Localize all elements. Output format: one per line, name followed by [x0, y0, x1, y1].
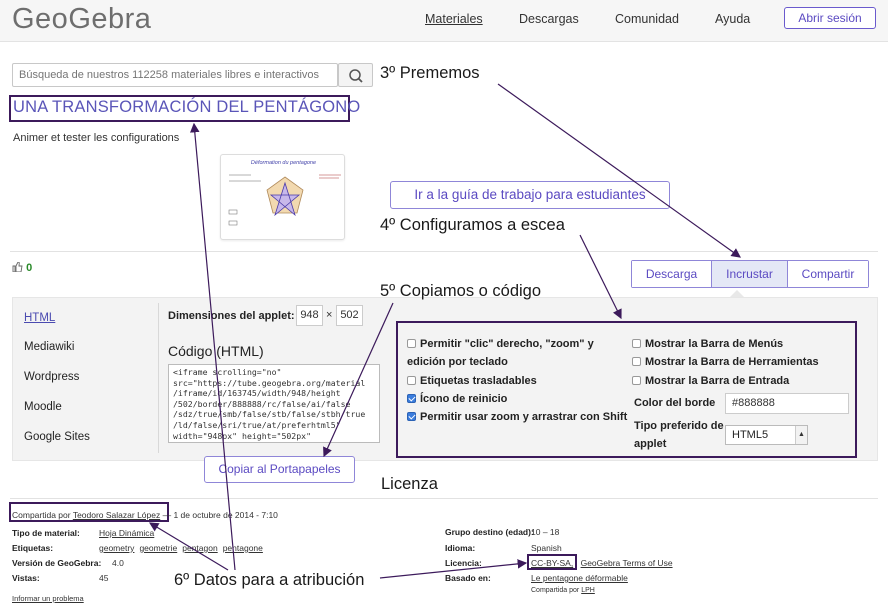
geogebra-logo[interactable] [12, 3, 151, 36]
option-right-click-line2: edición por teclado [407, 356, 508, 368]
report-problem-link[interactable]: Informar un problema [12, 594, 84, 603]
version-value: 4.0 [112, 558, 124, 568]
license-label: Licencia: [445, 558, 482, 568]
annotation-step5: 5º Copiamos o código [380, 282, 542, 300]
section-divider [10, 251, 878, 252]
option-reset-icon[interactable]: Ícono de reinicio [407, 390, 507, 408]
page-title: UNA TRANSFORMACIÓN DEL PENTÁGONO [13, 98, 361, 116]
tab-descarga[interactable]: Descarga [632, 261, 712, 287]
language-value: Spanish [531, 543, 562, 553]
annotation-license: Licenza [381, 475, 438, 493]
panel-separator [158, 303, 159, 453]
license-link[interactable]: CC-BY-SA, [531, 558, 574, 568]
type-value: Hoja Dinámica [99, 528, 155, 538]
annotation-step6: 6º Datos para a atribución [174, 571, 365, 589]
thumbs-up-icon [12, 262, 23, 272]
times-sign: × [326, 309, 333, 321]
applet-type-label: Tipo preferido de [634, 420, 724, 432]
format-mediawiki[interactable]: Mediawiki [24, 341, 75, 353]
shared-by-line: Compartida por Teodoro Salazar López — 1 de octubre de 2014 - 7:10 [12, 510, 278, 520]
like-count: 0 [26, 262, 33, 274]
tag-link[interactable]: pentagon [182, 543, 218, 553]
tag-link[interactable]: geometrie [139, 543, 178, 553]
tab-caret [730, 290, 744, 297]
thumbnail-title: Déformation du pentagone [250, 160, 317, 166]
nav-ayuda[interactable]: Ayuda [715, 12, 751, 26]
based-on-author: Compartida por LPH [531, 587, 595, 594]
option-menubar[interactable]: Mostrar la Barra de Menús [632, 335, 783, 353]
checkbox-zoom-drag[interactable] [407, 412, 416, 421]
checkbox-reset-icon[interactable] [407, 394, 416, 403]
search-icon [339, 64, 374, 88]
type-label: Tipo de material: [12, 528, 80, 538]
height-input[interactable]: 502 [336, 305, 363, 326]
format-google-sites[interactable]: Google Sites [24, 431, 90, 443]
based-on-link[interactable]: Le pentagone déformable [531, 573, 628, 583]
code-label: Código (HTML) [168, 343, 264, 359]
embed-code-textarea[interactable]: <iframe scrolling="no" src="https://tube.geogebra.org/material /iframe/id/163745/width/948/height /502/border/888888/rc/false/ai/false /sdz/true/smb/false/stb/false/stbh/true /ld/false/sri/true/at/preferhtml5" width="948px" height="502px" [168, 364, 380, 443]
terms-link[interactable]: GeoGebra Terms of Use [580, 558, 673, 568]
nav-comunidad[interactable]: Comunidad [615, 12, 679, 26]
language-label: Idioma: [445, 543, 476, 553]
annotation-step3: 3º Prememos [380, 64, 480, 82]
audience-value: 10 – 18 [531, 527, 560, 537]
option-toolbar[interactable]: Mostrar la Barra de Herramientas [632, 353, 819, 371]
tag-link[interactable]: pentagone [222, 543, 263, 553]
student-guide-button[interactable]: Ir a la guía de trabajo para estudiantes [390, 181, 670, 209]
based-on-label: Basado en: [445, 573, 491, 583]
border-color-input[interactable]: #888888 [725, 393, 849, 414]
option-zoom-drag[interactable]: Permitir usar zoom y arrastrar con Shift [407, 408, 627, 426]
option-drag-labels[interactable]: Etiquetas trasladables [407, 372, 537, 390]
nav-materiales[interactable]: Materiales [425, 12, 483, 26]
annotation-step4: 4º Configuramos a escea [380, 216, 565, 234]
format-moodle[interactable]: Moodle [24, 401, 62, 413]
tag-link[interactable]: geometry [99, 543, 135, 553]
applet-type-label-2: applet [634, 438, 667, 450]
logo-text: GeoGebra [12, 3, 152, 35]
option-right-click[interactable]: Permitir "clic" derecho, "zoom" y [407, 335, 594, 353]
dimensions-label: Dimensiones del applet: [168, 310, 295, 322]
search-button[interactable] [338, 63, 373, 87]
width-input[interactable]: 948 [296, 305, 323, 326]
tags-list [99, 543, 268, 553]
material-description: Animer et tester les configurations [13, 132, 180, 144]
option-inputbar[interactable]: Mostrar la Barra de Entrada [632, 372, 789, 390]
top-navigation-bar [0, 0, 888, 42]
copy-to-clipboard-button[interactable]: Copiar al Portapapeles [204, 456, 355, 483]
applet-thumbnail[interactable] [220, 154, 345, 240]
meta-divider [10, 498, 878, 499]
checkbox-right-click[interactable] [407, 339, 416, 348]
checkbox-toolbar[interactable] [632, 357, 641, 366]
checkbox-menubar[interactable] [632, 339, 641, 348]
nav-descargas[interactable]: Descargas [519, 12, 579, 26]
checkbox-inputbar[interactable] [632, 376, 641, 385]
format-wordpress[interactable]: Wordpress [24, 371, 80, 383]
views-label: Vistas: [12, 573, 40, 583]
based-on-value [531, 573, 633, 583]
applet-type-select[interactable] [725, 425, 808, 445]
views-value: 45 [99, 573, 109, 583]
tab-incrustar[interactable]: Incrustar [712, 261, 788, 287]
author-link[interactable]: Teodoro Salazar López [72, 510, 161, 520]
border-color-label: Color del borde [634, 397, 716, 409]
login-button[interactable]: Abrir sesión [784, 7, 876, 29]
version-label: Versión de GeoGebra: [12, 558, 102, 568]
audience-label: Grupo destino (edad): [445, 527, 534, 537]
tab-compartir[interactable]: Compartir [788, 261, 868, 287]
chevron-down-icon: ▲ [795, 426, 807, 444]
like-counter[interactable] [12, 262, 32, 274]
checkbox-drag-labels[interactable] [407, 376, 416, 385]
license-value [531, 558, 678, 568]
format-html[interactable]: HTML [24, 312, 56, 324]
tags-label: Etiquetas: [12, 543, 54, 553]
action-tabs [631, 260, 869, 288]
applet-type-value: HTML5 [732, 429, 769, 441]
search-input[interactable] [12, 63, 338, 87]
pentagon-preview-icon [221, 155, 346, 241]
